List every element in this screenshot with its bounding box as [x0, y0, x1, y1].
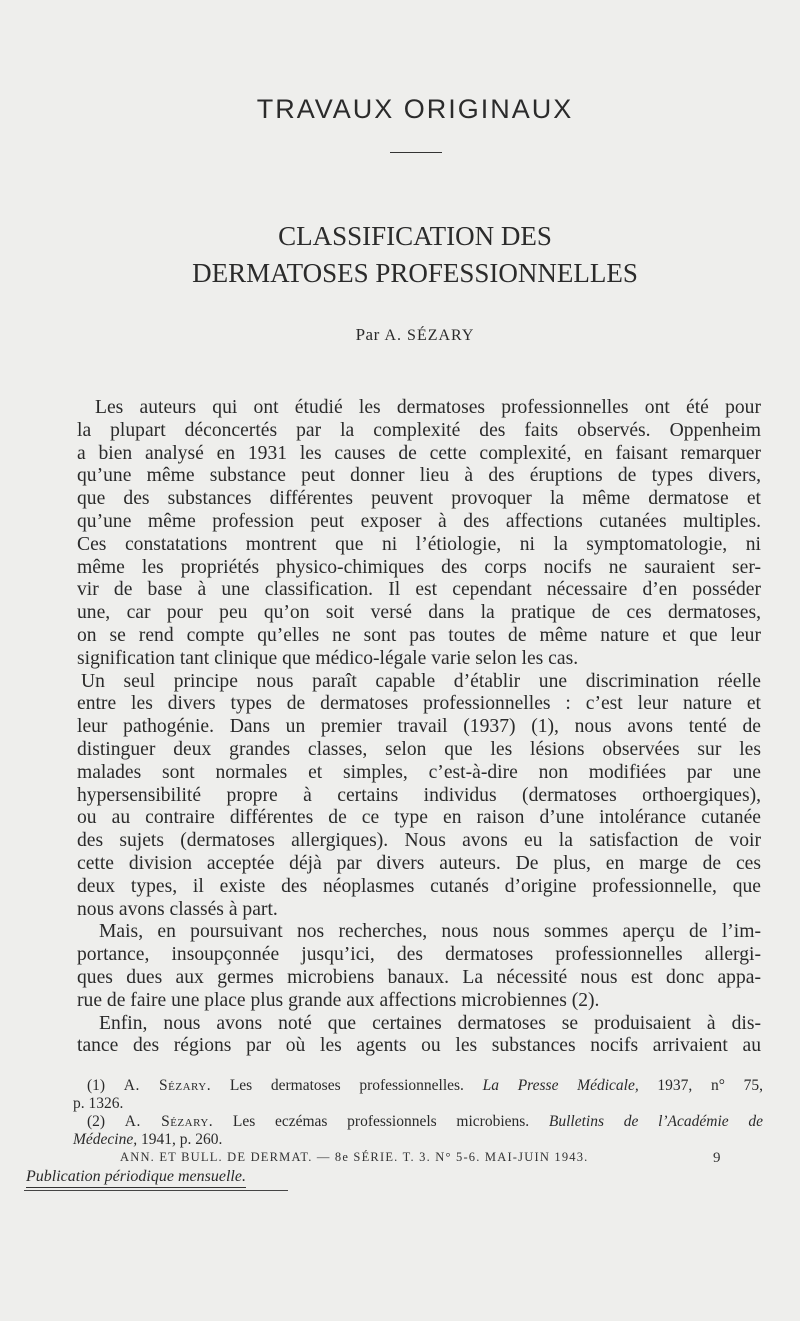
article-title-line-1: CLASSIFICATION DES — [278, 221, 552, 251]
body-line: Les auteurs qui ont étudié les dermatoses professionnelles ont été pour — [95, 397, 761, 418]
byline-prefix: Par — [355, 325, 380, 344]
article-title — [0, 218, 800, 292]
footnote-2-marker: (2) — [87, 1113, 106, 1130]
byline — [0, 325, 800, 345]
journal-reference-line: ANN. ET BULL. DE DERMAT. — 8e SÉRIE. T. 3. N° 5-6. MAI-JUIN 1943. — [120, 1150, 589, 1164]
footnote-1-pages: p. 1326. — [73, 1095, 124, 1112]
footnote-1 — [87, 1077, 763, 1095]
body-line: tance des régions par où les agents ou les substances nocifs arrivaient au — [77, 1035, 761, 1057]
body-line: hypersensibilité propre à certains individus (dermatoses orthoergiques), — [77, 784, 761, 806]
body-line: que des substances différentes peuvent provoquer la même dermatose et — [77, 488, 761, 510]
body-line: on se rend compte qu’elles ne sont pas toutes de même nature et que leur — [77, 624, 761, 646]
body-line: même les propriétés physico-chimiques des corps nocifs ne sauraient ser- — [77, 556, 761, 578]
body-line: Mais, en poursuivant nos recherches, nous nous sommes aperçu de l’im- — [99, 921, 761, 943]
body-line: une, car pour peu qu’on soit versé dans la pratique de ces dermatoses, — [77, 602, 761, 624]
body-line: Enfin, nous avons noté que certaines dermatoses se produisaient à dis- — [99, 1012, 761, 1034]
body-line: ou au contraire différentes de ce type en raison d’une intolérance cutanée — [77, 807, 761, 829]
body-line: des sujets (dermatoses allergiques). Nous avons eu la satisfaction de voir — [77, 830, 761, 852]
title-separator-rule — [390, 152, 442, 153]
footer-rule — [24, 1190, 288, 1191]
body-line: portance, insoupçonnée jusqu’ici, des dermatoses professionnelles allergi- — [77, 944, 761, 966]
body-line: entre les divers types de dermatoses professionnelles : c’est leur nature et — [77, 693, 761, 715]
body-line: qu’une même profession peut exposer à des affections cutanées multiples. — [77, 510, 761, 532]
body-line: ques dues aux germes microbiens banaux. La nécessité nous est donc appa- — [77, 966, 761, 988]
body-line: a bien analysé en 1931 les causes de cette complexité, en faisant remarquer — [77, 442, 761, 464]
footnote-2-journal-end: Médecine, — [73, 1131, 138, 1148]
article-body — [77, 397, 761, 1058]
footnote-2 — [87, 1113, 763, 1131]
body-line: la plupart déconcertés par la complexité des faits observés. Oppenheim — [77, 419, 761, 441]
body-line: malades sont normales et simples, c’est-à-dire non modifiées par une — [77, 761, 761, 783]
body-line: vir de base à une classification. Il est cependant nécessaire d’en posséder — [77, 579, 761, 601]
footnote-1-marker: (1) — [87, 1077, 106, 1094]
publication-note: Publication périodique mensuelle. — [26, 1168, 246, 1188]
footnotes — [73, 1077, 764, 1149]
footnote-2-year: 1941, — [141, 1131, 176, 1148]
footnote-1-number: n° 75, — [710, 1077, 764, 1094]
footnote-2-journal: Bulletins de l’Académie de — [548, 1113, 763, 1130]
body-line: qu’une même substance peut donner lieu à des éruptions de types divers, — [77, 465, 761, 487]
footnote-2-text: Les eczémas professionnels microbiens. — [232, 1113, 530, 1130]
article-title-line-2: DERMATOSES PROFESSIONNELLES — [192, 258, 638, 288]
footnote-1-author: A. Sézary. — [123, 1077, 212, 1094]
body-line: rue de faire une place plus grande aux affections microbiennes (2). — [77, 989, 600, 1011]
body-line: nous avons classés à part. — [77, 898, 278, 920]
footnote-1-journal: La Presse Médicale, — [482, 1077, 639, 1094]
body-line: leur pathogénie. Dans un premier travail (1937) (1), nous avons tenté de — [77, 716, 761, 738]
body-line: cette division acceptée déjà par divers auteurs. De plus, en marge de ces — [77, 852, 761, 874]
footnote-1-text: Les dermatoses professionnelles. — [229, 1077, 464, 1094]
body-line: distinguer deux grandes classes, selon que les lésions observées sur les — [77, 738, 761, 760]
footnote-2-continuation — [73, 1131, 763, 1149]
page-number: 9 — [713, 1150, 721, 1166]
footnote-2-author: A. Sézary. — [124, 1113, 214, 1130]
body-line: Un seul principe nous paraît capable d’établir une discrimination réelle — [81, 670, 761, 692]
body-line: deux types, il existe des néoplasmes cutanés d’origine professionnelle, que — [77, 875, 761, 897]
body-line: signification tant clinique que médico-légale varie selon les cas. — [77, 647, 579, 669]
footnote-2-pages: p. 260. — [179, 1131, 223, 1148]
body-line: Ces constatations montrent que ni l’étiologie, ni la symptomatologie, ni — [77, 533, 761, 555]
footnote-1-year: 1937, — [657, 1077, 693, 1094]
author-name: A. SÉZARY — [384, 327, 475, 344]
section-heading: TRAVAUX ORIGINAUX — [256, 94, 574, 124]
